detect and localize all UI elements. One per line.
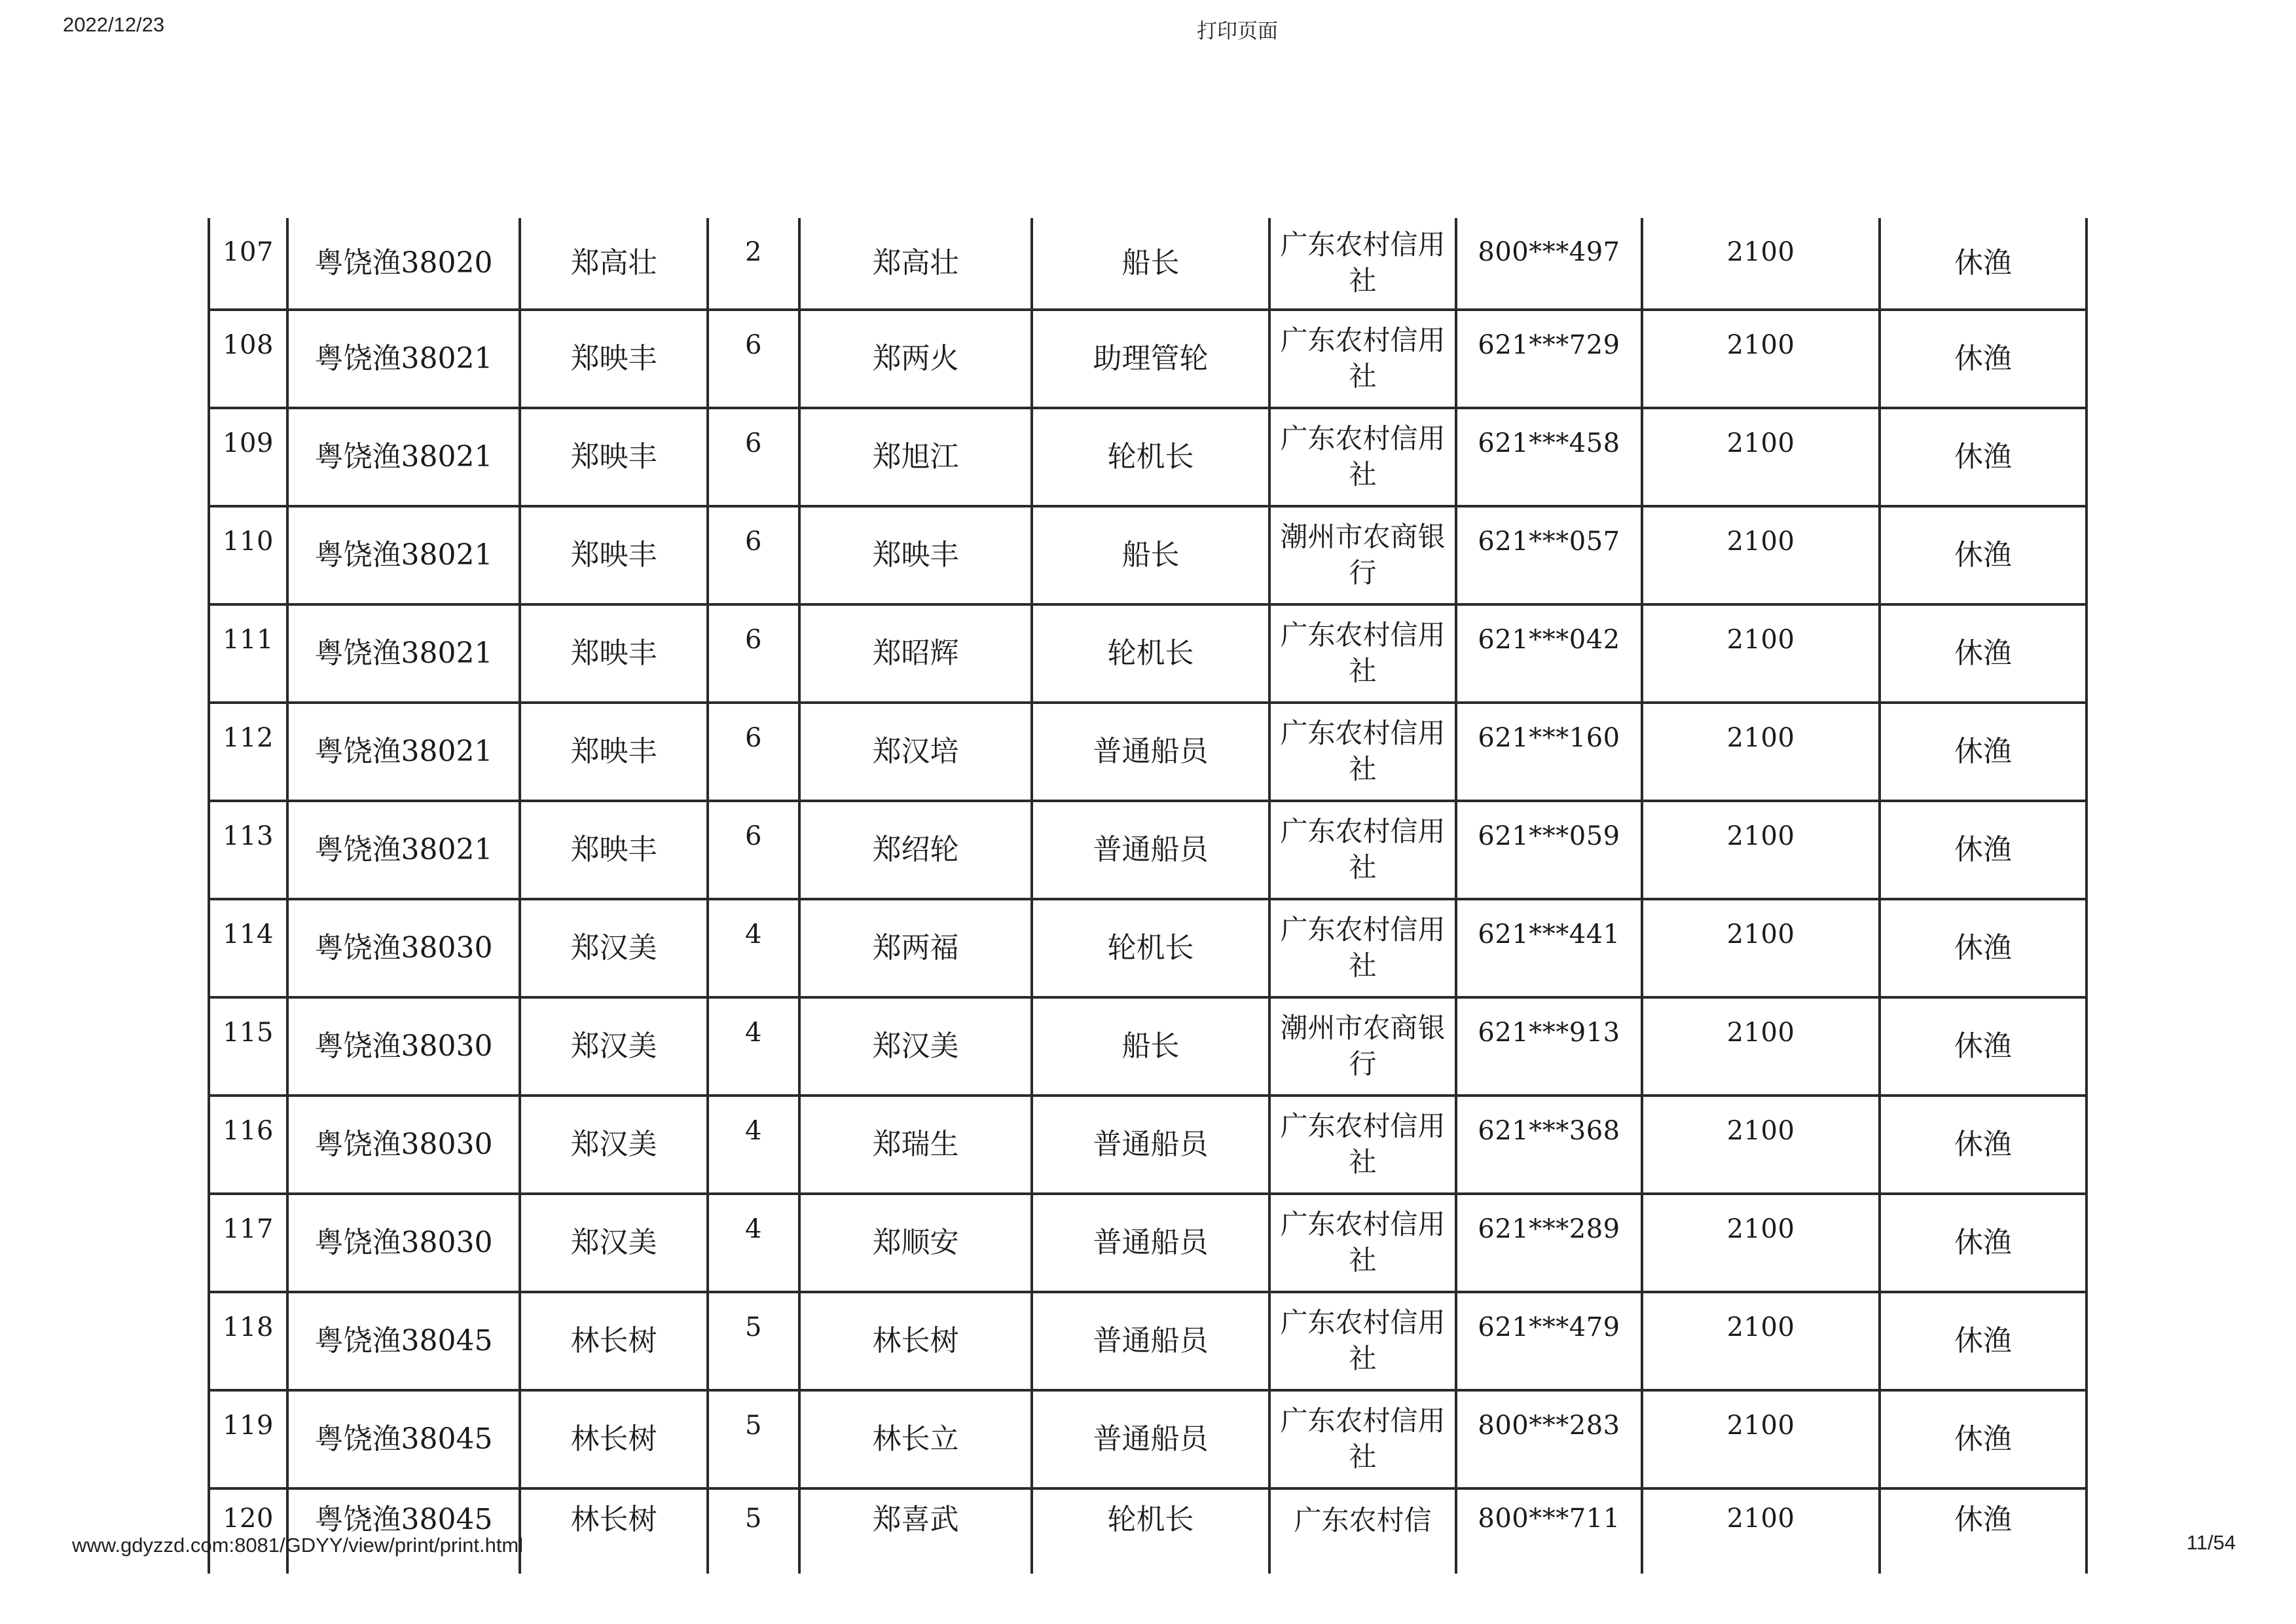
bank-account-cell: 621***059 bbox=[1456, 801, 1642, 899]
table-row bbox=[209, 703, 2086, 801]
table-row bbox=[209, 1390, 2086, 1488]
subsidy-amount-cell: 2100 bbox=[1642, 218, 1880, 310]
crew-name-cell: 郑两福 bbox=[799, 899, 1032, 997]
crew-position-cell: 助理管轮 bbox=[1032, 310, 1269, 408]
bank-account-cell: 621***042 bbox=[1456, 604, 1642, 703]
table-row bbox=[209, 899, 2086, 997]
serial-number-cell: 118 bbox=[209, 1292, 287, 1390]
subsidy-type-cell: 休渔 bbox=[1880, 218, 2086, 310]
boat-owner-cell: 郑映丰 bbox=[520, 310, 708, 408]
serial-number-cell: 116 bbox=[209, 1096, 287, 1194]
bank-name-cell: 广东农村信用社 bbox=[1269, 218, 1456, 310]
boat-number-cell: 粤饶渔38021 bbox=[287, 310, 520, 408]
subsidy-type-cell: 休渔 bbox=[1880, 1194, 2086, 1292]
subsidy-amount-cell: 2100 bbox=[1642, 801, 1880, 899]
bank-account-cell: 800***497 bbox=[1456, 218, 1642, 310]
bank-account-cell: 621***057 bbox=[1456, 506, 1642, 604]
bank-account-cell: 621***458 bbox=[1456, 408, 1642, 506]
bank-account-cell: 800***283 bbox=[1456, 1390, 1642, 1488]
boat-owner-cell: 郑汉美 bbox=[520, 1096, 708, 1194]
subsidy-type-cell: 休渔 bbox=[1880, 1390, 2086, 1488]
boat-number-cell: 粤饶渔38030 bbox=[287, 1194, 520, 1292]
table-row bbox=[209, 218, 2086, 310]
bank-name-cell: 广东农村信用社 bbox=[1269, 408, 1456, 506]
bank-name-cell: 广东农村信用社 bbox=[1269, 801, 1456, 899]
crew-position-cell: 轮机长 bbox=[1032, 1488, 1269, 1574]
crew-position-cell: 普通船员 bbox=[1032, 703, 1269, 801]
boat-number-cell: 粤饶渔38045 bbox=[287, 1390, 520, 1488]
bank-account-cell: 621***441 bbox=[1456, 899, 1642, 997]
boat-owner-cell: 林长树 bbox=[520, 1292, 708, 1390]
subsidy-type-cell: 休渔 bbox=[1880, 506, 2086, 604]
subsidy-type-cell: 休渔 bbox=[1880, 604, 2086, 703]
crew-name-cell: 郑顺安 bbox=[799, 1194, 1032, 1292]
roster-body bbox=[209, 218, 2086, 1574]
crew-count-cell: 5 bbox=[708, 1390, 799, 1488]
crew-position-cell: 普通船员 bbox=[1032, 1292, 1269, 1390]
table-row bbox=[209, 604, 2086, 703]
crew-name-cell: 郑映丰 bbox=[799, 506, 1032, 604]
bank-name-cell: 广东农村信用社 bbox=[1269, 1292, 1456, 1390]
serial-number-cell: 115 bbox=[209, 997, 287, 1096]
crew-count-cell: 2 bbox=[708, 218, 799, 310]
crew-name-cell: 郑高壮 bbox=[799, 218, 1032, 310]
serial-number-cell: 113 bbox=[209, 801, 287, 899]
table-row bbox=[209, 506, 2086, 604]
table-row bbox=[209, 801, 2086, 899]
boat-owner-cell: 郑汉美 bbox=[520, 1194, 708, 1292]
crew-name-cell: 郑汉美 bbox=[799, 997, 1032, 1096]
serial-number-cell: 119 bbox=[209, 1390, 287, 1488]
bank-account-cell: 621***368 bbox=[1456, 1096, 1642, 1194]
crew-count-cell: 6 bbox=[708, 506, 799, 604]
crew-position-cell: 船长 bbox=[1032, 997, 1269, 1096]
bank-account-cell: 621***729 bbox=[1456, 310, 1642, 408]
crew-position-cell: 普通船员 bbox=[1032, 1390, 1269, 1488]
crew-count-cell: 4 bbox=[708, 899, 799, 997]
bank-account-cell: 621***913 bbox=[1456, 997, 1642, 1096]
subsidy-type-cell: 休渔 bbox=[1880, 1292, 2086, 1390]
page-number: 11/54 bbox=[2186, 1531, 2236, 1554]
subsidy-type-cell: 休渔 bbox=[1880, 310, 2086, 408]
subsidy-amount-cell: 2100 bbox=[1642, 899, 1880, 997]
boat-number-cell: 粤饶渔38030 bbox=[287, 997, 520, 1096]
serial-number-cell: 112 bbox=[209, 703, 287, 801]
bank-name-cell: 广东农村信用社 bbox=[1269, 703, 1456, 801]
crew-name-cell: 郑两火 bbox=[799, 310, 1032, 408]
bank-name-cell: 广东农村信用社 bbox=[1269, 310, 1456, 408]
boat-number-cell: 粤饶渔38021 bbox=[287, 604, 520, 703]
boat-owner-cell: 郑汉美 bbox=[520, 899, 708, 997]
crew-position-cell: 轮机长 bbox=[1032, 408, 1269, 506]
crew-position-cell: 普通船员 bbox=[1032, 801, 1269, 899]
boat-owner-cell: 郑映丰 bbox=[520, 506, 708, 604]
crew-count-cell: 4 bbox=[708, 1096, 799, 1194]
page-url: www.gdyzzd.com:8081/GDYY/view/print/print.html bbox=[72, 1534, 524, 1557]
bank-name-cell: 潮州市农商银行 bbox=[1269, 997, 1456, 1096]
boat-number-cell: 粤饶渔38045 bbox=[287, 1488, 520, 1574]
crew-count-cell: 6 bbox=[708, 408, 799, 506]
crew-name-cell: 郑喜武 bbox=[799, 1488, 1032, 1574]
crew-name-cell: 林长树 bbox=[799, 1292, 1032, 1390]
bank-name-cell: 广东农村信用社 bbox=[1269, 1390, 1456, 1488]
crew-count-cell: 4 bbox=[708, 997, 799, 1096]
subsidy-amount-cell: 2100 bbox=[1642, 997, 1880, 1096]
crew-count-cell: 5 bbox=[708, 1488, 799, 1574]
table-row bbox=[209, 997, 2086, 1096]
subsidy-amount-cell: 2100 bbox=[1642, 703, 1880, 801]
subsidy-amount-cell: 2100 bbox=[1642, 310, 1880, 408]
boat-owner-cell: 林长树 bbox=[520, 1488, 708, 1574]
serial-number-cell: 108 bbox=[209, 310, 287, 408]
crew-position-cell: 普通船员 bbox=[1032, 1096, 1269, 1194]
bank-name-cell: 广东农村信用社 bbox=[1269, 1194, 1456, 1292]
crew-name-cell: 郑瑞生 bbox=[799, 1096, 1032, 1194]
page-title: 打印页面 bbox=[1197, 20, 1278, 43]
boat-number-cell: 粤饶渔38021 bbox=[287, 801, 520, 899]
subsidy-amount-cell: 2100 bbox=[1642, 1390, 1880, 1488]
subsidy-amount-cell: 2100 bbox=[1642, 1292, 1880, 1390]
subsidy-amount-cell: 2100 bbox=[1642, 1488, 1880, 1574]
boat-number-cell: 粤饶渔38030 bbox=[287, 1096, 520, 1194]
bank-account-cell: 621***479 bbox=[1456, 1292, 1642, 1390]
boat-number-cell: 粤饶渔38021 bbox=[287, 506, 520, 604]
serial-number-cell: 107 bbox=[209, 218, 287, 310]
table-row bbox=[209, 1488, 2086, 1574]
crew-name-cell: 郑汉培 bbox=[799, 703, 1032, 801]
bank-account-cell: 621***289 bbox=[1456, 1194, 1642, 1292]
crew-count-cell: 6 bbox=[708, 310, 799, 408]
subsidy-amount-cell: 2100 bbox=[1642, 408, 1880, 506]
crew-count-cell: 5 bbox=[708, 1292, 799, 1390]
bank-name-cell: 潮州市农商银行 bbox=[1269, 506, 1456, 604]
bank-name-cell: 广东农村信用社 bbox=[1269, 899, 1456, 997]
table-row bbox=[209, 1096, 2086, 1194]
subsidy-type-cell: 休渔 bbox=[1880, 1096, 2086, 1194]
subsidy-amount-cell: 2100 bbox=[1642, 604, 1880, 703]
crew-name-cell: 郑昭辉 bbox=[799, 604, 1032, 703]
crew-position-cell: 船长 bbox=[1032, 218, 1269, 310]
boat-number-cell: 粤饶渔38020 bbox=[287, 218, 520, 310]
boat-number-cell: 粤饶渔38021 bbox=[287, 408, 520, 506]
subsidy-amount-cell: 2100 bbox=[1642, 1096, 1880, 1194]
crew-name-cell: 林长立 bbox=[799, 1390, 1032, 1488]
crew-count-cell: 6 bbox=[708, 801, 799, 899]
subsidy-type-cell: 休渔 bbox=[1880, 1488, 2086, 1574]
subsidy-type-cell: 休渔 bbox=[1880, 801, 2086, 899]
crew-count-cell: 4 bbox=[708, 1194, 799, 1292]
table-row bbox=[209, 310, 2086, 408]
boat-owner-cell: 郑映丰 bbox=[520, 703, 708, 801]
bank-name-cell: 广东农村信用社 bbox=[1269, 1096, 1456, 1194]
subsidy-type-cell: 休渔 bbox=[1880, 899, 2086, 997]
serial-number-cell: 120 bbox=[209, 1488, 287, 1574]
boat-number-cell: 粤饶渔38045 bbox=[287, 1292, 520, 1390]
print-date: 2022/12/23 bbox=[63, 13, 165, 36]
crew-count-cell: 6 bbox=[708, 604, 799, 703]
boat-owner-cell: 郑汉美 bbox=[520, 997, 708, 1096]
bank-account-cell: 621***160 bbox=[1456, 703, 1642, 801]
bank-name-cell: 广东农村信用社 bbox=[1269, 604, 1456, 703]
boat-owner-cell: 郑高壮 bbox=[520, 218, 708, 310]
table-row bbox=[209, 1292, 2086, 1390]
crew-position-cell: 轮机长 bbox=[1032, 604, 1269, 703]
subsidy-amount-cell: 2100 bbox=[1642, 1194, 1880, 1292]
subsidy-amount-cell: 2100 bbox=[1642, 506, 1880, 604]
boat-owner-cell: 郑映丰 bbox=[520, 604, 708, 703]
crew-count-cell: 6 bbox=[708, 703, 799, 801]
bank-account-cell: 800***711 bbox=[1456, 1488, 1642, 1574]
serial-number-cell: 114 bbox=[209, 899, 287, 997]
subsidy-roster-table bbox=[208, 218, 2088, 1574]
crew-name-cell: 郑旭江 bbox=[799, 408, 1032, 506]
boat-owner-cell: 郑映丰 bbox=[520, 801, 708, 899]
serial-number-cell: 109 bbox=[209, 408, 287, 506]
table-row bbox=[209, 408, 2086, 506]
serial-number-cell: 111 bbox=[209, 604, 287, 703]
boat-number-cell: 粤饶渔38021 bbox=[287, 703, 520, 801]
boat-number-cell: 粤饶渔38030 bbox=[287, 899, 520, 997]
subsidy-type-cell: 休渔 bbox=[1880, 408, 2086, 506]
crew-position-cell: 船长 bbox=[1032, 506, 1269, 604]
boat-owner-cell: 林长树 bbox=[520, 1390, 708, 1488]
bank-name-cell: 广东农村信 bbox=[1269, 1488, 1456, 1574]
subsidy-type-cell: 休渔 bbox=[1880, 997, 2086, 1096]
crew-name-cell: 郑绍轮 bbox=[799, 801, 1032, 899]
serial-number-cell: 110 bbox=[209, 506, 287, 604]
crew-position-cell: 轮机长 bbox=[1032, 899, 1269, 997]
table-row bbox=[209, 1194, 2086, 1292]
serial-number-cell: 117 bbox=[209, 1194, 287, 1292]
crew-position-cell: 普通船员 bbox=[1032, 1194, 1269, 1292]
boat-owner-cell: 郑映丰 bbox=[520, 408, 708, 506]
subsidy-type-cell: 休渔 bbox=[1880, 703, 2086, 801]
